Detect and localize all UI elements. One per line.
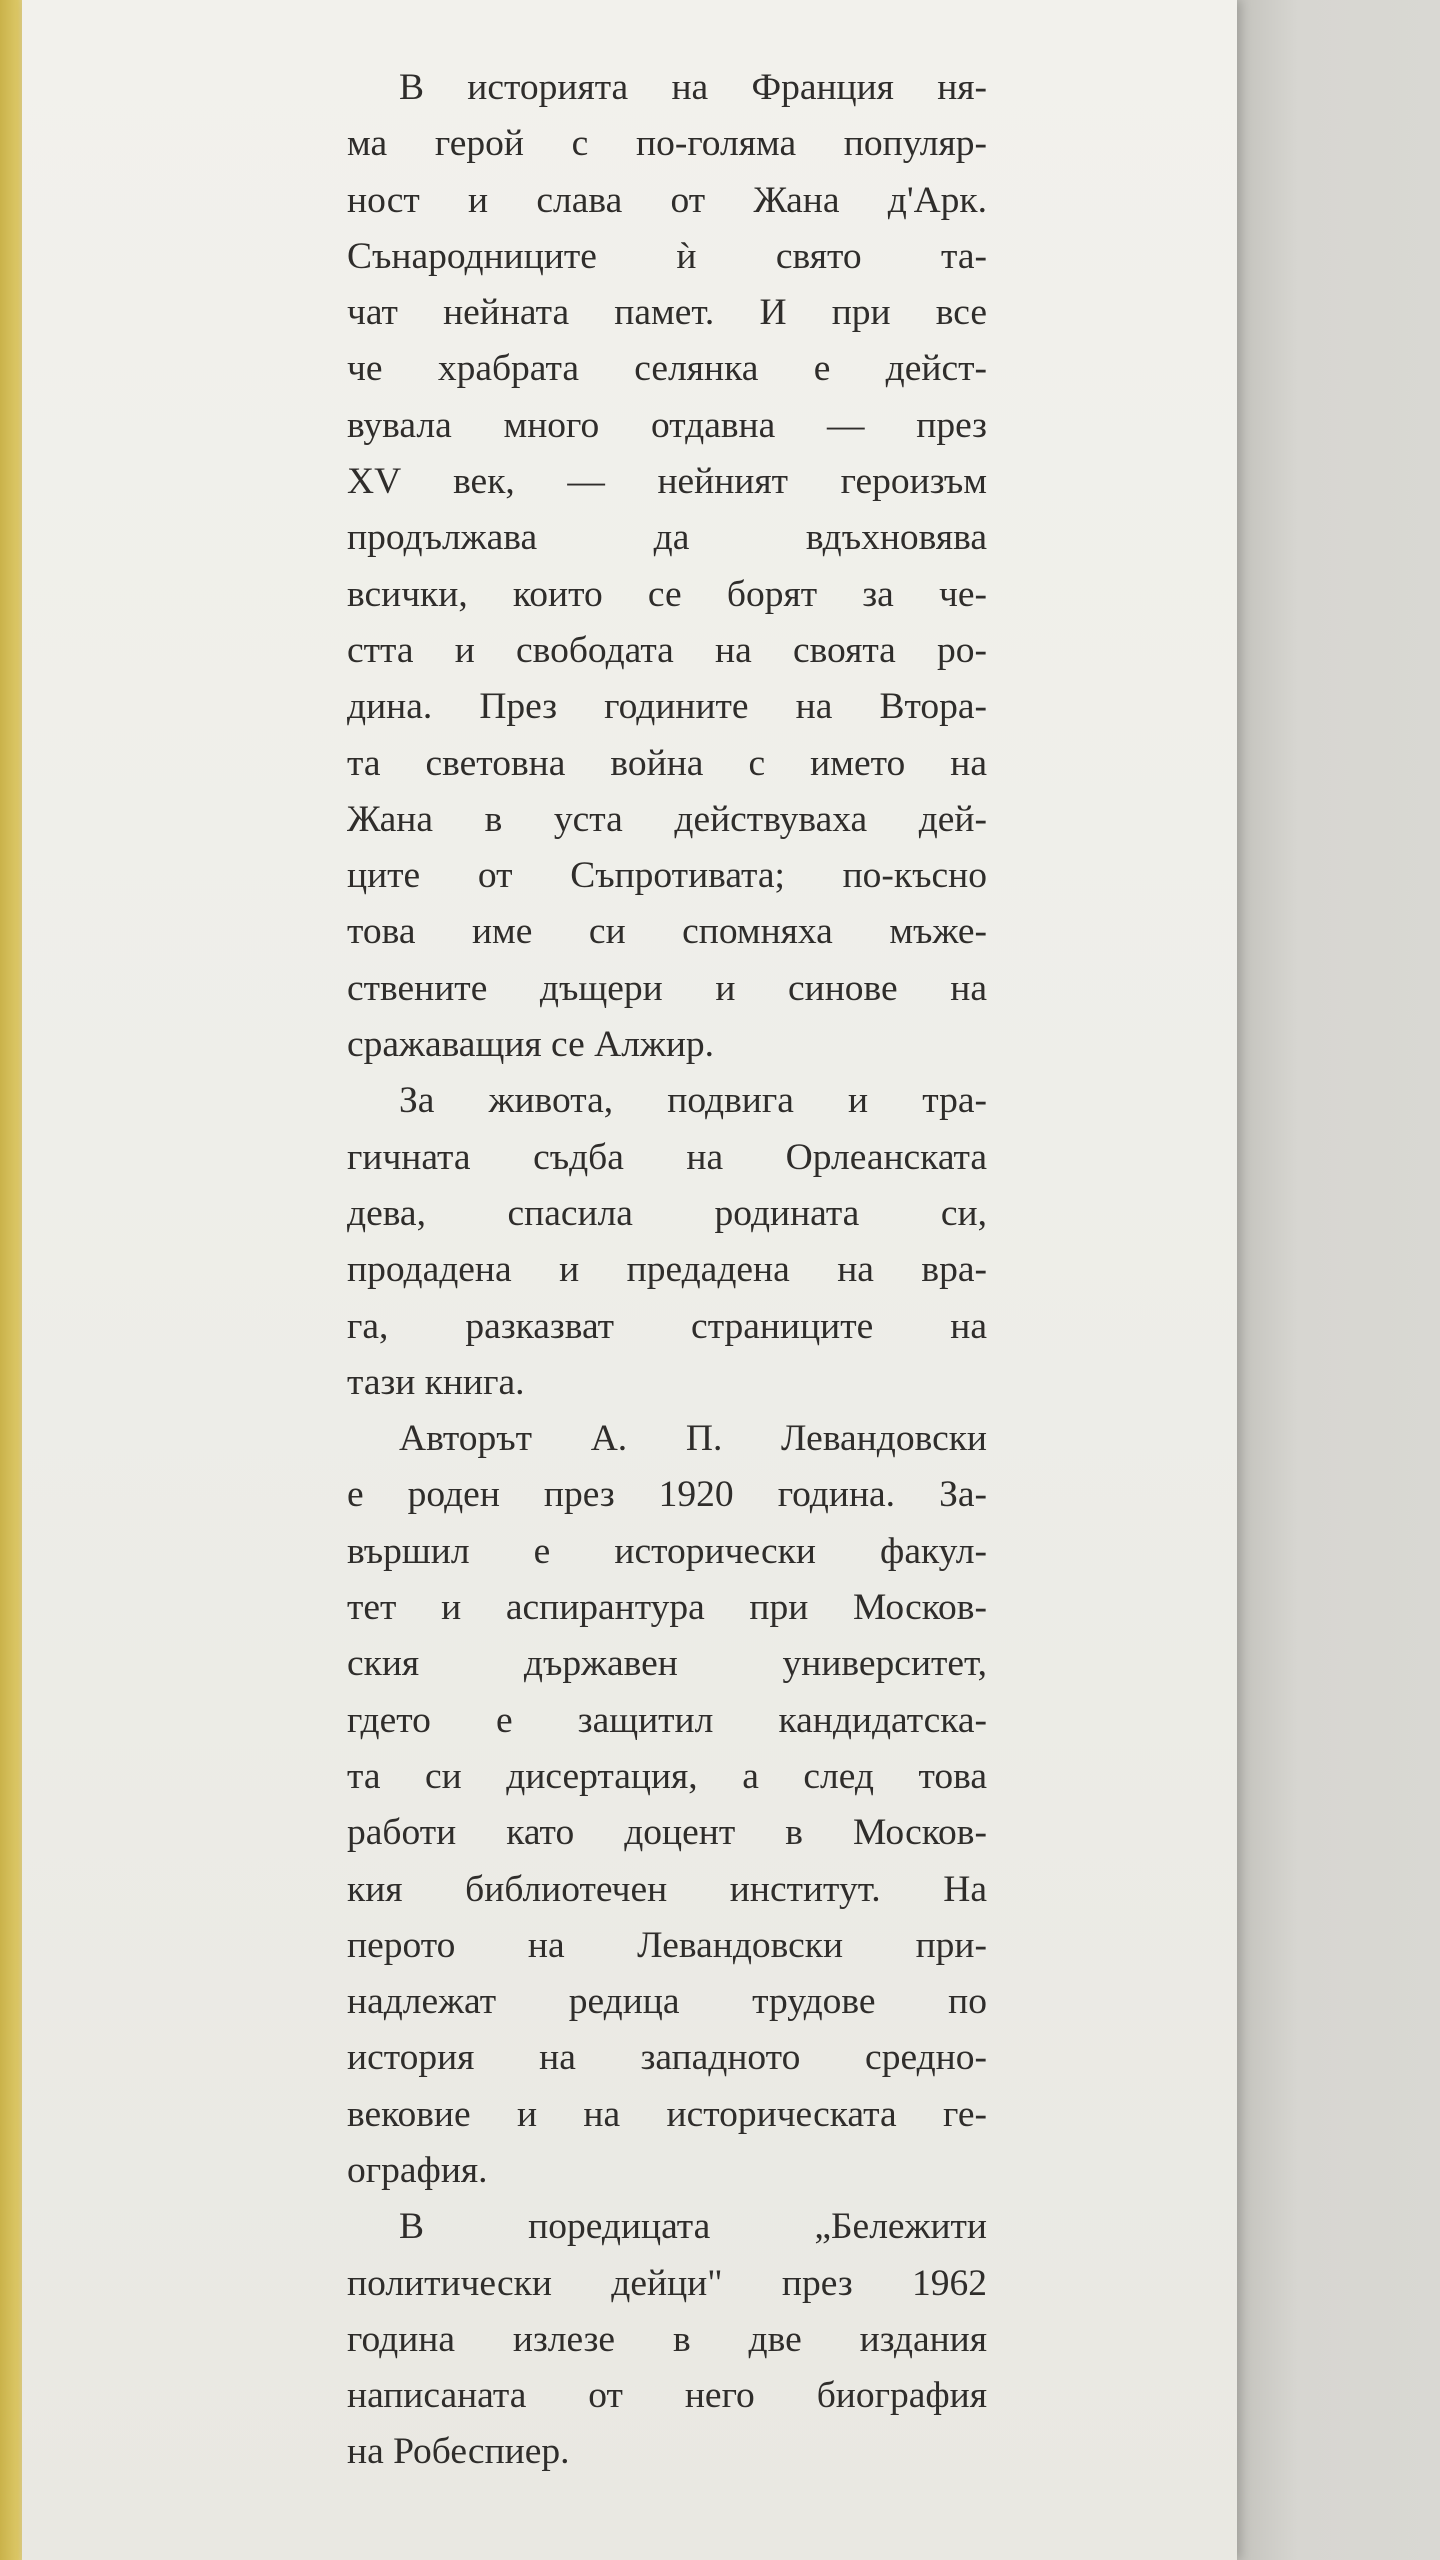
book-flap-page	[22, 0, 1237, 2560]
text-line: гичната съдба на Орлеанската	[347, 1136, 987, 1178]
background-surface	[1237, 0, 1440, 2560]
paragraph	[347, 2199, 987, 2480]
text-line: тази книга.	[347, 1361, 525, 1403]
text-line: това име си спомняха мъже-	[347, 911, 987, 953]
text-line: година излезе в две издания	[347, 2318, 987, 2360]
text-line: ците от Съпротивата; по-късно	[347, 855, 987, 897]
text-line: В историята на Франция ня-	[399, 67, 987, 108]
text-line: Авторът А. П. Левандовски	[399, 1418, 987, 1460]
text-line: Жана в уста действуваха дей-	[347, 798, 987, 840]
text-line: написаната от него биография	[347, 2375, 987, 2417]
paragraph	[347, 1411, 987, 2199]
paragraph	[347, 1073, 987, 1411]
text-line: кия библиотечен институт. На	[347, 1868, 987, 1910]
text-line: та си дисертация, а след това	[347, 1755, 987, 1797]
text-line: че храбрата селянка е дейст-	[347, 348, 987, 390]
text-line: надлежат редица трудове по	[347, 1981, 987, 2023]
text-line: е роден през 1920 година. За-	[347, 1474, 987, 1516]
text-line: В поредицата „Бележити	[399, 2206, 987, 2248]
text-line: работи като доцент в Москов-	[347, 1812, 987, 1854]
text-line: ност и слава от Жана д'Арк.	[347, 179, 987, 221]
text-line: За живота, подвига и тра-	[399, 1080, 987, 1122]
text-line: чат нейната памет. И при все	[347, 292, 987, 334]
text-line: всички, които се борят за че-	[347, 573, 987, 615]
text-line: та световна война с името на	[347, 742, 987, 784]
text-line: сражаващия се Алжир.	[347, 1024, 715, 1066]
text-line: тет и аспирантура при Москов-	[347, 1587, 987, 1629]
text-line: га, разказват страниците на	[347, 1305, 987, 1347]
text-line: политически дейци" през 1962	[347, 2262, 987, 2304]
text-line: вековие и на историческата ге-	[347, 2093, 987, 2135]
text-line: перото на Левандовски при-	[347, 1924, 987, 1966]
text-line: дина. През годините на Втора-	[347, 686, 987, 728]
text-line: Сънародниците ѝ свято та-	[347, 235, 987, 277]
text-line: на Робеспиер.	[347, 2431, 570, 2473]
text-line: стта и свободата на своята ро-	[347, 629, 987, 671]
text-line: ствените дъщери и синове на	[347, 967, 987, 1009]
text-line: продължава да вдъхновява	[347, 517, 987, 559]
paragraph	[347, 60, 987, 1073]
text-line: ография.	[347, 2149, 488, 2191]
text-line: вършил е исторически факул-	[347, 1530, 987, 1572]
text-line: история на западното средно-	[347, 2037, 987, 2079]
text-line: гдето е защитил кандидатска-	[347, 1699, 987, 1741]
text-line: продадена и предадена на вра-	[347, 1249, 987, 1291]
text-line: ския държавен университет,	[347, 1643, 987, 1685]
text-line: XV век, — нейният героизъм	[347, 461, 987, 503]
text-line: дева, спасила родината си,	[347, 1192, 987, 1234]
text-line: вувала много отдавна — през	[347, 404, 987, 446]
flap-text	[347, 60, 987, 2481]
text-line: ма герой с по-голяма популяр-	[347, 123, 987, 165]
